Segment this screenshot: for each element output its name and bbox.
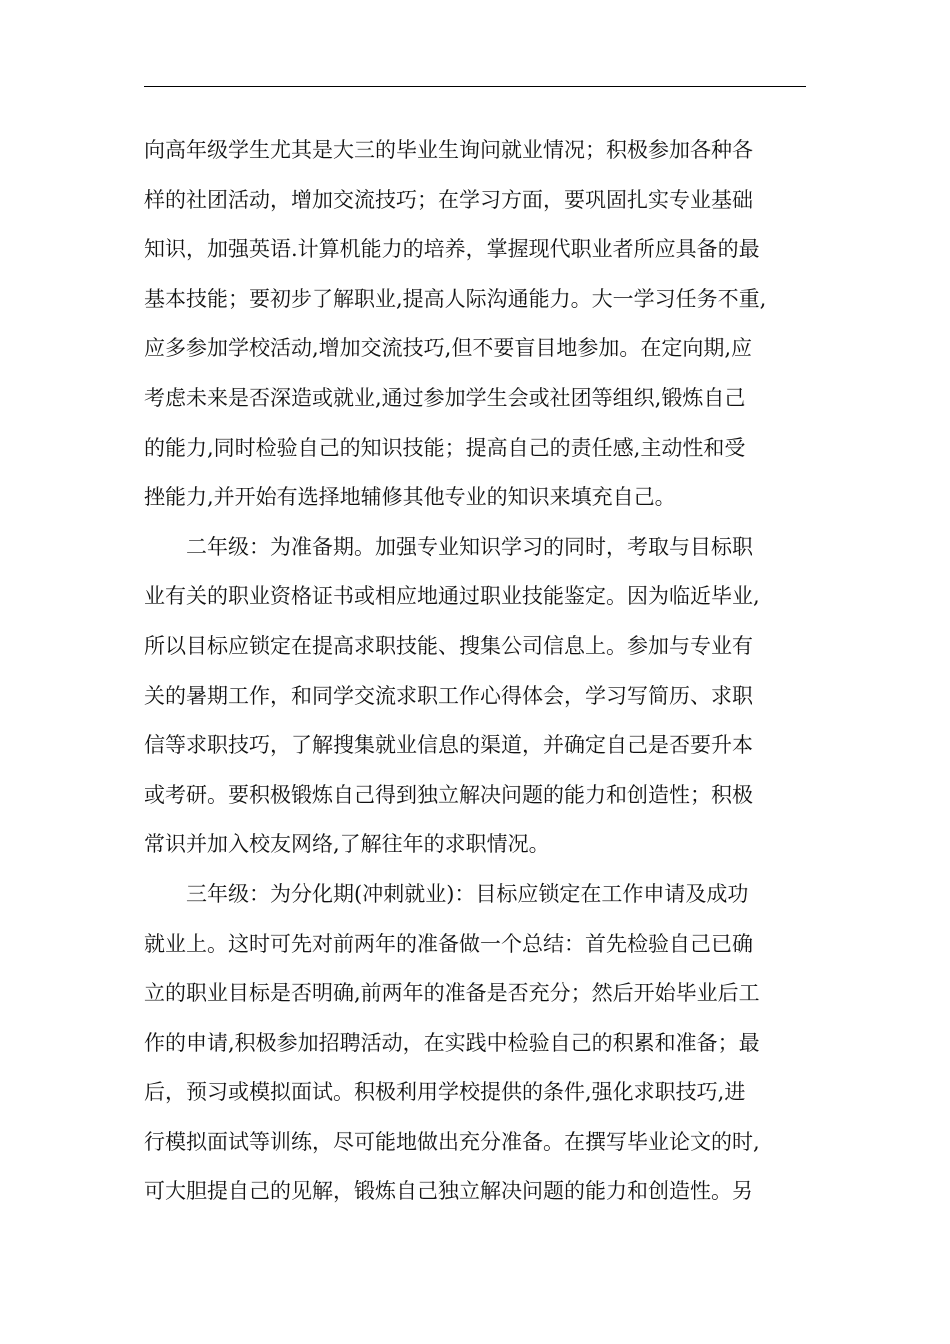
text-line: 行模拟面试等训练，尽可能地做出充分准备。在撰写毕业论文的时, <box>144 1129 760 1154</box>
text-line: 后，预习或模拟面试。积极利用学校提供的条件,强化求职技巧,进 <box>144 1080 746 1105</box>
text-line: 考虑未来是否深造或就业,通过参加学生会或社团等组织,锻炼自己 <box>144 385 746 410</box>
text-line: 关的暑期工作，和同学交流求职工作心得体会，学习写简历、求职 <box>144 683 753 708</box>
text-line: 作的申请,积极参加招聘活动，在实践中检验自己的积累和准备；最 <box>144 1030 760 1055</box>
text-line: 或考研。要积极锻炼自己得到独立解决问题的能力和创造性；积极 <box>144 782 753 807</box>
text-line: 样的社团活动，增加交流技巧；在学习方面，要巩固扎实专业基础 <box>144 187 753 212</box>
text-line: 就业上。这时可先对前两年的准备做一个总结：首先检验自己已确 <box>144 931 753 956</box>
text-line: 业有关的职业资格证书或相应地通过职业技能鉴定。因为临近毕业, <box>144 584 760 609</box>
text-line: 二年级：为准备期。加强专业知识学习的同时，考取与目标职 <box>186 534 753 559</box>
body-text <box>144 126 806 1217</box>
header-rule <box>144 86 806 87</box>
text-line: 可大胆提自己的见解，锻炼自己独立解决问题的能力和创造性。另 <box>144 1179 753 1204</box>
text-line: 立的职业目标是否明确,前两年的准备是否充分；然后开始毕业后工 <box>144 981 760 1006</box>
text-line: 三年级：为分化期(冲刺就业)：目标应锁定在工作申请及成功 <box>186 881 749 906</box>
text-line: 基本技能；要初步了解职业,提高人际沟通能力。大一学习任务不重, <box>144 286 767 311</box>
text-line: 知识，加强英语.计算机能力的培养，掌握现代职业者所应具备的最 <box>144 237 760 262</box>
text-line: 向高年级学生尤其是大三的毕业生询问就业情况；积极参加各种各 <box>144 138 753 162</box>
text-line: 常识并加入校友网络,了解往年的求职情况。 <box>144 832 550 857</box>
paragraph-1 <box>144 126 806 523</box>
paragraph-3 <box>144 870 806 1217</box>
text-line: 挫能力,并开始有选择地辅修其他专业的知识来填充自己。 <box>144 485 676 510</box>
text-line: 所以目标应锁定在提高求职技能、搜集公司信息上。参加与专业有 <box>144 633 753 658</box>
paragraph-2 <box>144 523 806 870</box>
text-line: 应多参加学校活动,增加交流技巧,但不要盲目地参加。在定向期,应 <box>144 336 753 361</box>
text-line: 的能力,同时检验自己的知识技能；提高自己的责任感,主动性和受 <box>144 435 746 460</box>
text-line: 信等求职技巧，了解搜集就业信息的渠道，并确定自己是否要升本 <box>144 733 753 758</box>
